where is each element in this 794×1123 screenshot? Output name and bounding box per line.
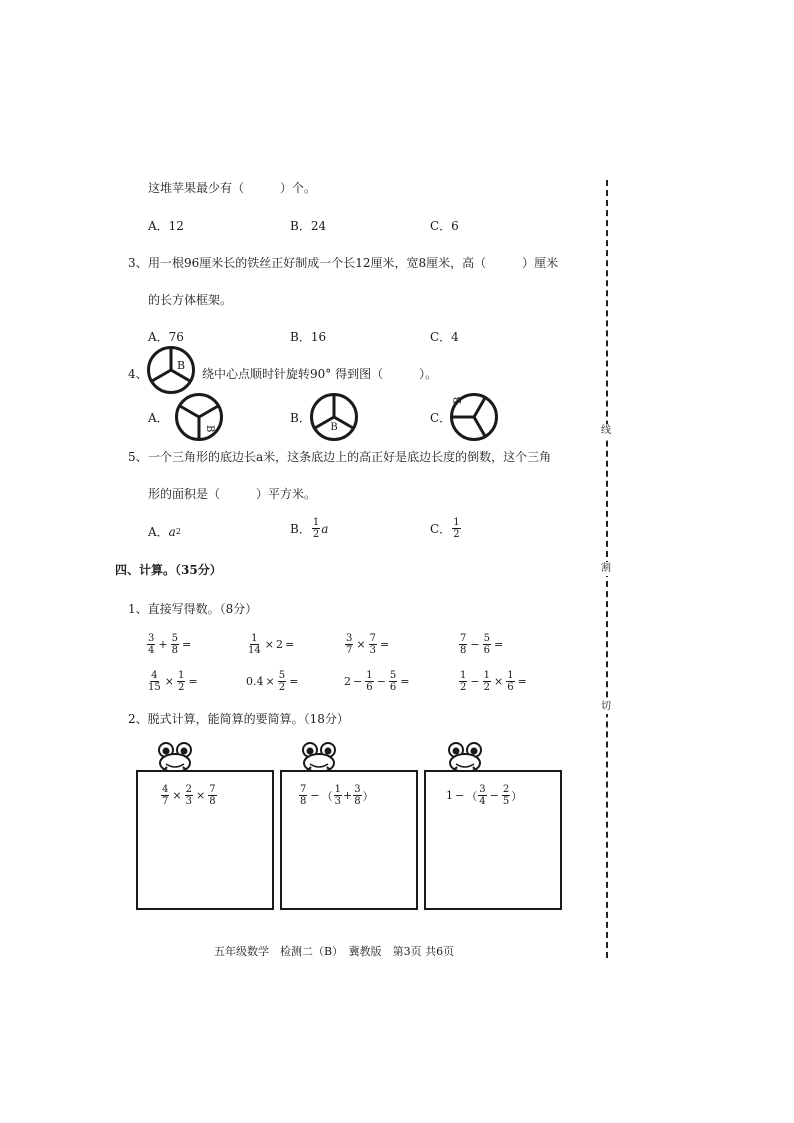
section4-title: 四、计算。（35分） bbox=[115, 563, 222, 577]
fraction: $\frac{3}{4}$ bbox=[479, 784, 486, 807]
work-box-2 bbox=[280, 770, 418, 910]
q3-option-c: C．4 bbox=[430, 330, 459, 344]
operator: + bbox=[342, 789, 353, 802]
equals-sign: = bbox=[188, 675, 198, 688]
right-paren: ） bbox=[511, 789, 523, 803]
q4-option-c-label: B bbox=[453, 396, 464, 404]
calc-expression-1 bbox=[146, 633, 193, 656]
q4-text: 绕中心点顺时针旋转90° 得到图（ ）。 bbox=[202, 367, 438, 381]
q4-option-a-circle-figure bbox=[174, 392, 224, 442]
operator: × bbox=[265, 675, 275, 688]
box3-expression bbox=[446, 784, 522, 807]
operator: × bbox=[195, 789, 206, 802]
q2-option-b: B．24 bbox=[290, 219, 327, 233]
q4-number: 4、 bbox=[128, 367, 148, 381]
left-paren: （ bbox=[466, 789, 478, 803]
q4-option-b-label: B bbox=[330, 422, 338, 433]
equals-sign: = bbox=[181, 638, 192, 651]
fraction: $\frac{5}{2}$ bbox=[278, 670, 286, 693]
fraction: $\frac{1}{6}$ bbox=[507, 670, 514, 693]
operator: − bbox=[470, 638, 480, 651]
work-box-1 bbox=[136, 770, 274, 910]
q2-option-c: C．6 bbox=[430, 219, 459, 233]
page-footer: 五年级数学 检测二（B） 冀教版 第3页 共6页 bbox=[214, 945, 455, 958]
operator: + bbox=[158, 638, 168, 651]
box1-expression bbox=[160, 784, 218, 807]
q5-text: 一个三角形的底边长a米，这条底边上的高正好是底边长度的倒数，这个三角 bbox=[148, 450, 552, 464]
operator: − bbox=[376, 675, 386, 688]
q4-question-circle-figure bbox=[146, 345, 196, 395]
fraction: $\frac{1}{3}$ bbox=[334, 784, 341, 807]
fraction: $\frac{1}{2}$ bbox=[483, 670, 490, 693]
q4-figure-label: B bbox=[177, 359, 186, 372]
q5-number: 5、 bbox=[128, 450, 148, 464]
fraction: $\frac{4}{15}$ bbox=[148, 670, 161, 693]
calc-expression-7 bbox=[344, 670, 411, 693]
cut-label-line: 线 bbox=[598, 424, 614, 438]
operator: × bbox=[356, 638, 366, 651]
fraction: $\frac{3}{4}$ bbox=[148, 633, 155, 656]
calc-expression-4 bbox=[458, 633, 505, 656]
fraction: $\frac{2}{5}$ bbox=[502, 784, 510, 807]
equals-sign: = bbox=[284, 638, 295, 651]
q5-text-line2: 形的面积是（ ）平方米。 bbox=[148, 487, 317, 501]
cut-label-cut: 割 bbox=[598, 562, 614, 576]
operator: × bbox=[164, 675, 174, 688]
q5-option-b bbox=[290, 517, 328, 540]
number: 2 bbox=[344, 675, 351, 688]
equals-sign: = bbox=[289, 675, 299, 688]
q4-option-b-circle-figure bbox=[309, 392, 359, 442]
fraction: $\frac{4}{7}$ bbox=[162, 784, 169, 807]
q5-option-c-prefix: C． bbox=[430, 522, 452, 536]
fraction: $\frac{5}{6}$ bbox=[389, 670, 397, 693]
q5-option-b-prefix: B． bbox=[290, 522, 311, 536]
cut-label-slice: 切 bbox=[598, 700, 614, 714]
q4-option-c: C． bbox=[430, 411, 452, 425]
fraction: $\frac{5}{8}$ bbox=[171, 633, 178, 656]
q5-option-a bbox=[148, 523, 181, 540]
operator: − bbox=[470, 675, 480, 688]
calc-expression-5 bbox=[146, 670, 200, 693]
operator: − bbox=[310, 789, 320, 802]
numerator: 1 bbox=[453, 517, 460, 528]
equals-sign: = bbox=[400, 675, 410, 688]
s2-title: 2、脱式计算，能简算的要简算。（18分） bbox=[128, 712, 349, 726]
box2-expression bbox=[298, 784, 374, 807]
fraction: $\frac{7}{8}$ bbox=[300, 784, 307, 807]
q4-option-a: A． bbox=[148, 411, 169, 425]
q4-option-a-label: B bbox=[204, 425, 215, 433]
q5-option-a-variable: a bbox=[168, 524, 176, 539]
operator: × bbox=[493, 675, 504, 688]
q4-option-b: B． bbox=[290, 411, 311, 425]
number: 2 bbox=[275, 638, 283, 651]
calc-expression-2 bbox=[246, 633, 296, 656]
fraction: $\frac{3}{8}$ bbox=[354, 784, 361, 807]
operator: × bbox=[264, 638, 274, 651]
operator: − bbox=[353, 675, 363, 688]
q3-text-line2: 的长方体框架。 bbox=[148, 293, 233, 307]
fraction: $\frac{2}{3}$ bbox=[185, 784, 192, 807]
fraction: $\frac{1}{6}$ bbox=[366, 670, 373, 693]
operator: − bbox=[489, 789, 499, 802]
work-box-3 bbox=[424, 770, 562, 910]
fraction: $\frac{1}{2}$ bbox=[460, 670, 467, 693]
right-paren: ） bbox=[362, 789, 374, 803]
calc-expression-3 bbox=[344, 633, 391, 656]
number: 0.4 bbox=[246, 675, 264, 688]
operator: × bbox=[172, 789, 182, 802]
q5-option-a-prefix: A． bbox=[148, 525, 169, 539]
fraction: $\frac{7}{3}$ bbox=[369, 633, 376, 656]
q5-option-b-variable: a bbox=[321, 521, 329, 536]
q3-option-b: B．16 bbox=[290, 330, 327, 344]
s1-title: 1、直接写得数。（8分） bbox=[128, 602, 258, 616]
fraction: $\frac{1}{2}$ bbox=[177, 670, 185, 693]
q5-option-a-exponent: 2 bbox=[175, 527, 181, 536]
q2-continuation-text: 这堆苹果最少有（ ）个。 bbox=[148, 181, 317, 195]
calc-expression-8 bbox=[458, 670, 529, 693]
q3-text: 用一根96厘米长的铁丝正好制成一个长12厘米，宽8厘米，高（ ）厘米 bbox=[148, 256, 559, 270]
equals-sign: = bbox=[517, 675, 527, 688]
number: 1 bbox=[446, 789, 453, 802]
numerator: 1 bbox=[312, 517, 320, 528]
q5-option-c-fraction bbox=[452, 517, 460, 540]
q3-number: 3、 bbox=[128, 256, 148, 270]
fraction: $\frac{7}{8}$ bbox=[209, 784, 216, 807]
denominator: 2 bbox=[312, 529, 320, 540]
equals-sign: = bbox=[493, 638, 504, 651]
left-paren: （ bbox=[321, 789, 333, 803]
operator: − bbox=[455, 789, 465, 802]
q3-option-a: A．76 bbox=[148, 330, 184, 344]
calc-expression-6 bbox=[246, 670, 300, 693]
q2-option-a: A．12 bbox=[148, 219, 184, 233]
fraction: $\frac{3}{7}$ bbox=[346, 633, 353, 656]
fraction: $\frac{1}{14}$ bbox=[248, 633, 261, 656]
fraction: $\frac{7}{8}$ bbox=[460, 633, 467, 656]
fraction: $\frac{5}{6}$ bbox=[483, 633, 490, 656]
equals-sign: = bbox=[379, 638, 390, 651]
q5-option-c bbox=[430, 517, 462, 540]
denominator: 2 bbox=[453, 529, 460, 540]
q5-option-b-fraction bbox=[312, 517, 320, 540]
q4-option-c-circle-figure bbox=[449, 392, 499, 442]
